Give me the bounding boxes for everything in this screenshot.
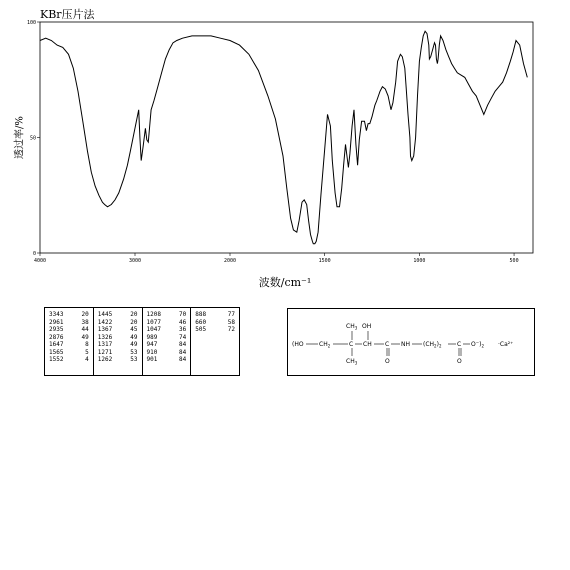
peak-wavenumber: 1647 xyxy=(49,341,64,348)
peak-wavenumber: 910 xyxy=(146,348,158,356)
peak-transmittance: 53 xyxy=(130,356,138,363)
peak-column xyxy=(94,308,143,375)
peak-transmittance: 4 xyxy=(85,356,89,363)
peak-wavenumber: 888 xyxy=(195,311,207,318)
structure-o-amide: O xyxy=(385,358,390,365)
peak-wavenumber: 901 xyxy=(146,356,158,363)
peak-wavenumber: 2935 xyxy=(49,326,64,333)
peak-transmittance: 5 xyxy=(85,348,89,356)
peak-wavenumber: 1326 xyxy=(97,333,113,341)
peak-transmittance: 49 xyxy=(130,341,138,348)
peak-row xyxy=(147,326,187,334)
peak-transmittance: 46 xyxy=(179,318,187,326)
peak-wavenumber: 2876 xyxy=(49,333,64,341)
peak-row xyxy=(147,349,187,357)
peak-transmittance: 70 xyxy=(179,311,187,318)
structure-box xyxy=(287,308,535,376)
structure-o-minus: $O^-)_2$ xyxy=(471,340,484,349)
y-axis-label: 透过率/% xyxy=(14,116,26,159)
peak-wavenumber: 1047 xyxy=(146,326,161,333)
x-tick-label: 1500 xyxy=(318,258,331,264)
peak-transmittance: 74 xyxy=(179,333,187,341)
peak-wavenumber: 1422 xyxy=(97,318,113,326)
peak-transmittance: 45 xyxy=(130,326,138,333)
peak-wavenumber: 3343 xyxy=(49,311,64,318)
peak-row xyxy=(49,326,89,334)
peak-transmittance: 8 xyxy=(85,341,89,348)
peak-row xyxy=(98,311,138,319)
plot-frame xyxy=(40,22,533,253)
peak-row xyxy=(98,326,138,334)
peak-transmittance: 44 xyxy=(81,326,89,333)
structure-ch: CH xyxy=(363,341,372,348)
peak-row xyxy=(49,349,89,357)
peak-row xyxy=(195,319,235,327)
peak-wavenumber: 1271 xyxy=(97,348,113,356)
peak-wavenumber: 505 xyxy=(195,326,207,333)
peak-row xyxy=(98,349,138,357)
peak-column xyxy=(191,308,239,375)
peak-transmittance: 20 xyxy=(130,311,138,318)
peak-transmittance: 38 xyxy=(81,318,89,326)
peak-wavenumber: 1367 xyxy=(97,326,113,333)
structure-oh: OH xyxy=(362,323,372,330)
peak-wavenumber: 1317 xyxy=(97,341,113,348)
structure-o-acid: O xyxy=(457,358,462,365)
x-tick-label: 1000 xyxy=(413,258,426,264)
peak-row xyxy=(49,356,89,364)
peak-row xyxy=(98,356,138,364)
structure-ch2: $CH_2$ xyxy=(319,341,331,349)
peak-transmittance: 84 xyxy=(179,348,187,356)
structure-ho: (HO xyxy=(292,341,304,348)
peak-transmittance: 53 xyxy=(130,348,138,356)
structure-ca: ·Ca²⁺ xyxy=(498,341,514,348)
peak-row xyxy=(49,311,89,319)
peak-wavenumber: 947 xyxy=(146,341,158,348)
peak-row xyxy=(147,334,187,342)
peak-wavenumber: 1208 xyxy=(146,311,161,318)
peak-row xyxy=(147,356,187,364)
x-tick-label: 4000 xyxy=(33,258,47,264)
peak-transmittance: 49 xyxy=(81,333,89,341)
peak-transmittance: 58 xyxy=(227,318,235,326)
peak-wavenumber: 1077 xyxy=(146,318,161,326)
peak-row xyxy=(147,341,187,349)
peak-transmittance: 72 xyxy=(227,326,235,333)
structure-ch3-top: $CH_3$ xyxy=(346,323,358,331)
peak-transmittance: 77 xyxy=(227,311,235,318)
peak-transmittance: 20 xyxy=(81,311,89,318)
structure-c-amide: C xyxy=(385,341,390,348)
peak-transmittance: 84 xyxy=(179,356,187,363)
x-tick-label: 3000 xyxy=(128,258,142,264)
peak-column xyxy=(143,308,192,375)
structure-ch3-bottom: $CH_3$ xyxy=(346,358,358,366)
peak-row xyxy=(147,319,187,327)
y-tick-label: 0 xyxy=(32,251,36,257)
peak-row xyxy=(195,326,235,334)
peak-row xyxy=(49,319,89,327)
structure-formula xyxy=(288,309,534,375)
peak-wavenumber: 989 xyxy=(146,333,158,341)
peak-row xyxy=(98,334,138,342)
peak-row xyxy=(49,334,89,342)
peak-wavenumber: 1552 xyxy=(49,356,64,363)
peak-row xyxy=(147,311,187,319)
x-tick-label: 500 xyxy=(509,258,519,264)
peak-wavenumber: 660 xyxy=(195,318,207,326)
peak-wavenumber: 2961 xyxy=(49,318,64,326)
peak-row xyxy=(195,311,235,319)
peak-transmittance: 84 xyxy=(179,341,187,348)
peak-wavenumber: 1565 xyxy=(49,348,64,356)
x-axis-label: 波数/cm⁻¹ xyxy=(258,276,312,289)
peak-table xyxy=(44,307,240,376)
axis-ticks xyxy=(27,20,519,264)
peak-transmittance: 49 xyxy=(130,333,138,341)
y-tick-label: 100 xyxy=(26,20,36,26)
peak-column xyxy=(45,308,94,375)
peak-transmittance: 36 xyxy=(179,326,187,333)
peak-wavenumber: 1262 xyxy=(97,356,113,363)
x-tick-label: 2000 xyxy=(223,258,237,264)
structure-quat-c: C xyxy=(349,341,354,348)
peak-row xyxy=(98,319,138,327)
structure-c-acid: C xyxy=(457,341,462,348)
chart-title: KBr压片法 xyxy=(40,8,95,21)
structure-nh: NH xyxy=(401,341,410,348)
peak-row xyxy=(98,341,138,349)
y-tick-label: 50 xyxy=(29,135,36,142)
spectrum-line xyxy=(40,31,527,244)
peak-transmittance: 20 xyxy=(130,318,138,326)
structure-ch2-chain: $(CH_2)_2$ xyxy=(423,341,442,349)
peak-row xyxy=(49,341,89,349)
peak-wavenumber: 1445 xyxy=(97,311,113,318)
